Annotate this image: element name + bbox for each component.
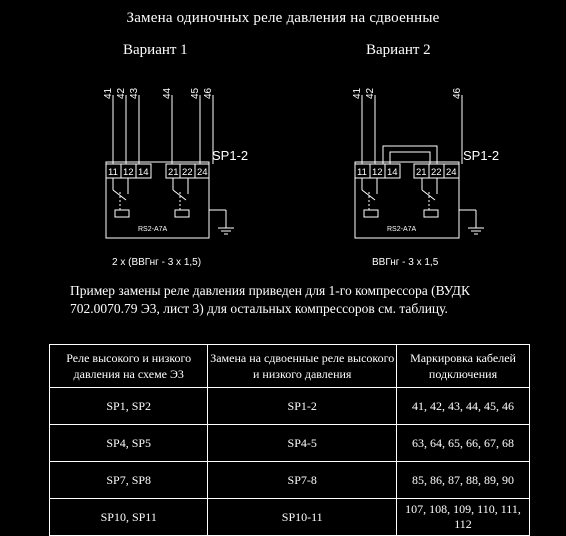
table-cell: 85, 86, 87, 88, 89, 90 [397,462,530,499]
table-cell: SP1-2 [208,388,397,425]
terminal-label: 11 [108,167,118,178]
pressure-sensor-left [115,210,129,217]
terminal-label: 24 [197,167,208,178]
table-row [50,499,530,536]
variant-1-heading: Вариант 1 [123,42,188,58]
cable-spec: 2 x (ВВГнг - 3 х 1,5) [112,257,202,268]
column-header: Реле высокого и низкого давления на схеме Э3 [50,345,208,388]
wire-label: 43 [129,87,140,99]
wire-label: 45 [190,87,201,99]
table-cell: SP10-11 [208,499,397,536]
device-code: RS2-A7A [387,226,417,233]
table-cell: SP7, SP8 [50,462,208,499]
pressure-sensor-left [364,210,378,217]
terminal-label: 14 [387,167,398,178]
terminal-label: 12 [372,167,383,178]
table-cell: SP4-5 [208,425,397,462]
table-row [50,388,530,425]
relay-name: SP1-2 [463,148,500,163]
table-cell: SP7-8 [208,462,397,499]
wire-label: 42 [116,87,127,99]
wire-label: 41 [352,87,363,99]
cable-spec: ВВГнг - 3 х 1,5 [372,257,439,268]
device-code: RS2-A7A [138,226,168,233]
column-header: Маркировка кабелей подключения [397,345,530,388]
wire-label: 42 [365,87,376,99]
wire-label: 41 [103,87,114,99]
column-header: Замена на сдвоенные реле высокого и низкого давления [208,345,397,388]
wire-label: 46 [452,87,463,99]
table-cell: 63, 64, 65, 66, 67, 68 [397,425,530,462]
wiring-diagrams [0,70,566,280]
terminal-label: 14 [138,167,149,178]
table-cell: SP1, SP2 [50,388,208,425]
terminal-label: 22 [182,167,193,178]
variant-2-heading: Вариант 2 [366,42,431,58]
table-cell: 41, 42, 43, 44, 45, 46 [397,388,530,425]
jumper [383,146,437,164]
terminal-label: 21 [416,167,427,178]
table-row [50,425,530,462]
table-cell: SP4, SP5 [50,425,208,462]
pressure-sensor-right [175,210,189,217]
variant-1-labels [103,87,248,268]
table-row [50,462,530,499]
terminal-label: 21 [168,167,179,178]
wire-label: 46 [203,87,214,99]
explanatory-note: Пример замены реле давления приведен для 1-го компрессора (ВУДК 702.0070.79 Э3, лист 3) для остальных компрессоров см. таблицу. [70,283,470,316]
terminal-label: 12 [123,167,134,178]
table-header-row [50,345,530,388]
wire-label: 44 [162,87,173,99]
terminal-label: 24 [446,167,457,178]
table-cell: 107, 108, 109, 110, 111, 112 [397,499,530,536]
variant-2-labels [352,87,499,268]
terminal-label: 22 [431,167,442,178]
table-cell: SP10, SP11 [50,499,208,536]
pressure-sensor-right [424,210,438,217]
relay-name: SP1-2 [212,148,249,163]
terminal-label: 11 [357,167,367,178]
page-title: Замена одиночных реле давления на сдвоенные [126,10,440,26]
cable-table [49,344,530,536]
